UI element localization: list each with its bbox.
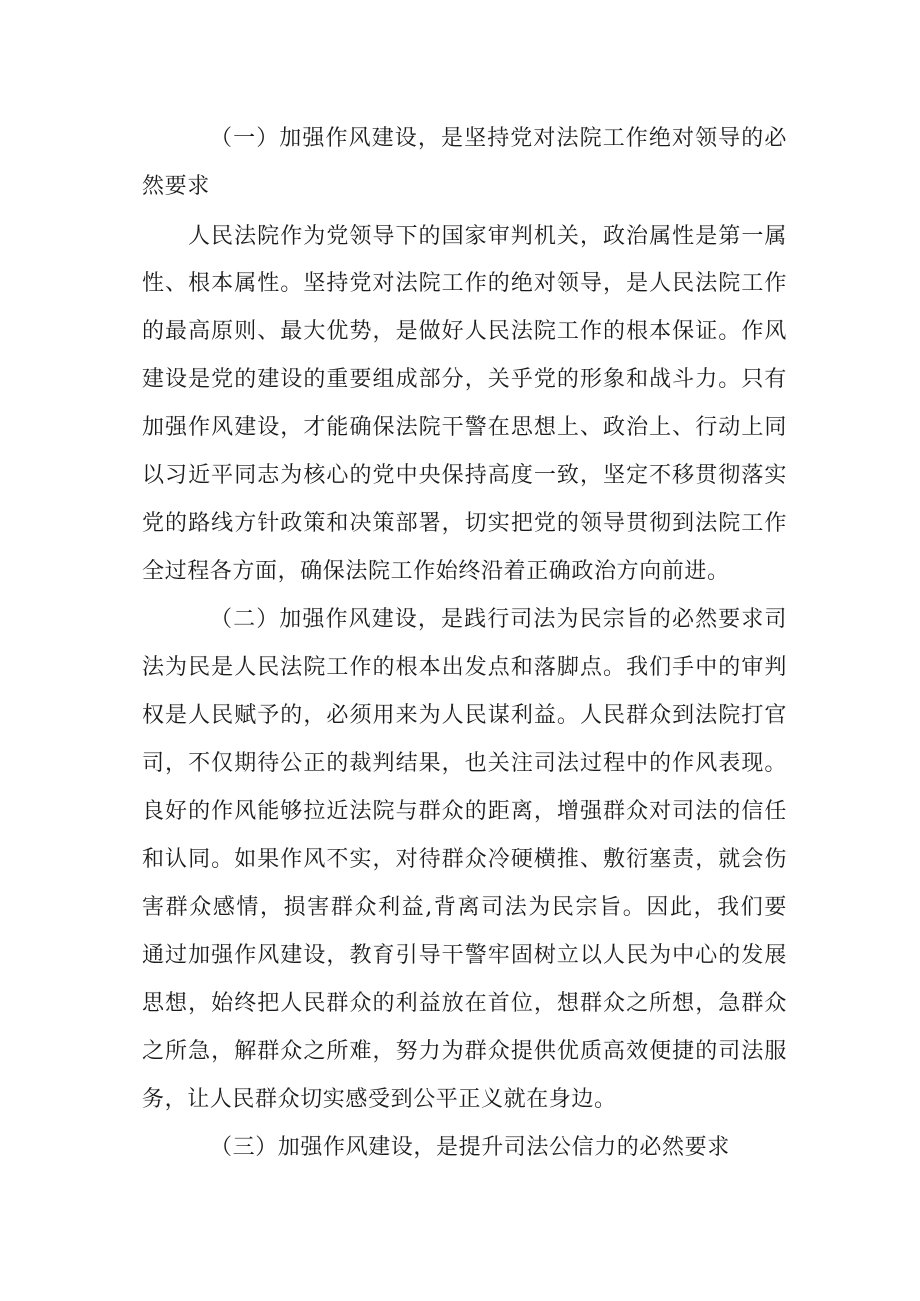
paragraph-line: 人民法院作为党领导下的国家审判机关，政治属性是第一属: [188, 224, 787, 249]
paragraph-line: 司，不仅期待公正的裁判结果，也关注司法过程中的作风表现。: [142, 751, 787, 776]
paragraph-line: 法为民是人民法院工作的根本出发点和落脚点。我们手中的审判: [142, 655, 787, 680]
paragraph-line: 以习近平同志为核心的党中央保持高度一致，坚定不移贯彻落实: [142, 463, 787, 488]
paragraph-line: 权是人民赋予的，必须用来为人民谋利益。人民群众到法院打官: [142, 703, 787, 728]
paragraph-line: 之所急，解群众之所难，努力为群众提供优质高效便捷的司法服: [142, 1039, 787, 1064]
paragraph-line: 全过程各方面，确保法院工作始终沿着正确政治方向前进。: [142, 559, 730, 584]
paragraph-line: 务，让人民群众切实感受到公平正义就在身边。: [142, 1087, 617, 1112]
paragraph-line: 的最高原则、最大优势，是做好人民法院工作的根本保证。作风: [142, 319, 787, 344]
paragraph-line: 性、根本属性。坚持党对法院工作的绝对领导，是人民法院工作: [142, 271, 787, 296]
paragraph-line: 害群众感情，损害群众利益,背离司法为民宗旨。因此，我们要: [142, 895, 787, 920]
paragraph-line: 良好的作风能够拉近法院与群众的距离，增强群众对司法的信任: [142, 799, 787, 824]
section-heading-3: （三）加强作风建设，是提升司法公信力的必然要求: [210, 1135, 730, 1160]
section-heading-1: （一）加强作风建设，是坚持党对法院工作绝对领导的必: [210, 126, 787, 151]
paragraph-line: 和认同。如果作风不实，对待群众冷硬横推、敷衍塞责，就会伤: [142, 847, 787, 872]
paragraph-line: 思想，始终把人民群众的利益放在首位，想群众之所想，急群众: [142, 991, 787, 1016]
paragraph-line: 加强作风建设，才能确保法院干警在思想上、政治上、行动上同: [142, 415, 787, 440]
paragraph-line: 建设是党的建设的重要组成部分，关乎党的形象和战斗力。只有: [142, 367, 787, 392]
paragraph-line: 通过加强作风建设，教育引导干警牢固树立以人民为中心的发展: [142, 943, 787, 968]
section-heading-2: （二）加强作风建设，是践行司法为民宗旨的必然要求司: [210, 607, 787, 632]
paragraph-line: 党的路线方针政策和决策部署，切实把党的领导贯彻到法院工作: [142, 511, 787, 536]
section-heading-1-cont: 然要求: [142, 174, 210, 199]
